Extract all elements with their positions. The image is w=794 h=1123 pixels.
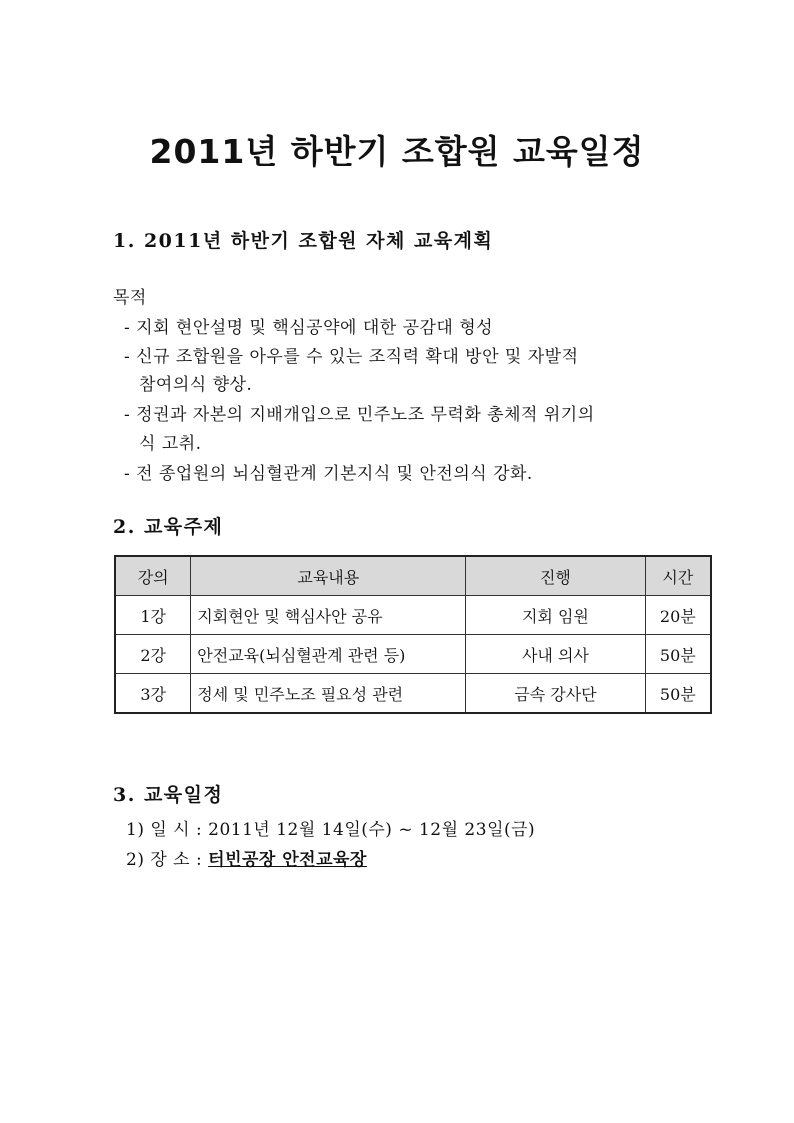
header-time: 시간 bbox=[645, 556, 711, 596]
schedule-place-name: 터빈공장 안전교육장 bbox=[208, 850, 367, 870]
purpose-bullet-3: - 정권과 자본의 지배개입으로 민주노조 무력화 총체적 위기의 bbox=[124, 405, 595, 425]
purpose-bullet-4: - 전 종업원의 뇌심혈관계 기본지식 및 안전의식 강화. bbox=[124, 464, 533, 484]
schedule-place-line bbox=[126, 845, 367, 870]
cell-content: 안전교육(뇌심혈관계 관련 등) bbox=[191, 635, 466, 674]
cell-time: 50분 bbox=[645, 635, 711, 674]
header-lecture: 강의 bbox=[115, 556, 191, 596]
purpose-bullet-2: - 신규 조합원을 아우를 수 있는 조직력 확대 방안 및 자발적 bbox=[124, 347, 579, 367]
table-row bbox=[115, 674, 711, 714]
purpose-bullet-3-cont: 식 고취. bbox=[139, 434, 202, 454]
cell-content: 지회현안 및 핵심사안 공유 bbox=[191, 596, 466, 635]
cell-presenter: 사내 의사 bbox=[466, 635, 645, 674]
cell-presenter: 금속 강사단 bbox=[466, 674, 645, 714]
section2-heading: 2. 교육주제 bbox=[113, 516, 224, 538]
cell-time: 50분 bbox=[645, 674, 711, 714]
header-presenter: 진행 bbox=[466, 556, 645, 596]
purpose-bullet-2-cont: 참여의식 향상. bbox=[139, 375, 253, 395]
purpose-bullet-1: - 지회 현안설명 및 핵심공약에 대한 공감대 형성 bbox=[124, 318, 494, 338]
cell-content: 정세 및 민주노조 필요성 관련 bbox=[191, 674, 466, 714]
cell-lecture: 3강 bbox=[115, 674, 191, 714]
cell-lecture: 1강 bbox=[115, 596, 191, 635]
table-row bbox=[115, 596, 711, 635]
page-title: 2011년 하반기 조합원 교육일정 bbox=[149, 132, 645, 171]
section1-heading: 1. 2011년 하반기 조합원 자체 교육계획 bbox=[113, 230, 494, 252]
cell-presenter: 지회 임원 bbox=[466, 596, 645, 635]
education-topics-table bbox=[114, 555, 712, 714]
table-header-row bbox=[115, 556, 711, 596]
header-content: 교육내용 bbox=[191, 556, 466, 596]
table-row bbox=[115, 635, 711, 674]
cell-time: 20분 bbox=[645, 596, 711, 635]
cell-lecture: 2강 bbox=[115, 635, 191, 674]
section3-heading: 3. 교육일정 bbox=[113, 784, 224, 806]
schedule-date-line: 1) 일 시 : 2011년 12월 14일(수) ~ 12월 23일(금) bbox=[126, 820, 536, 840]
purpose-label: 목적 bbox=[113, 288, 147, 308]
schedule-place-prefix: 2) 장 소 : bbox=[126, 850, 209, 870]
